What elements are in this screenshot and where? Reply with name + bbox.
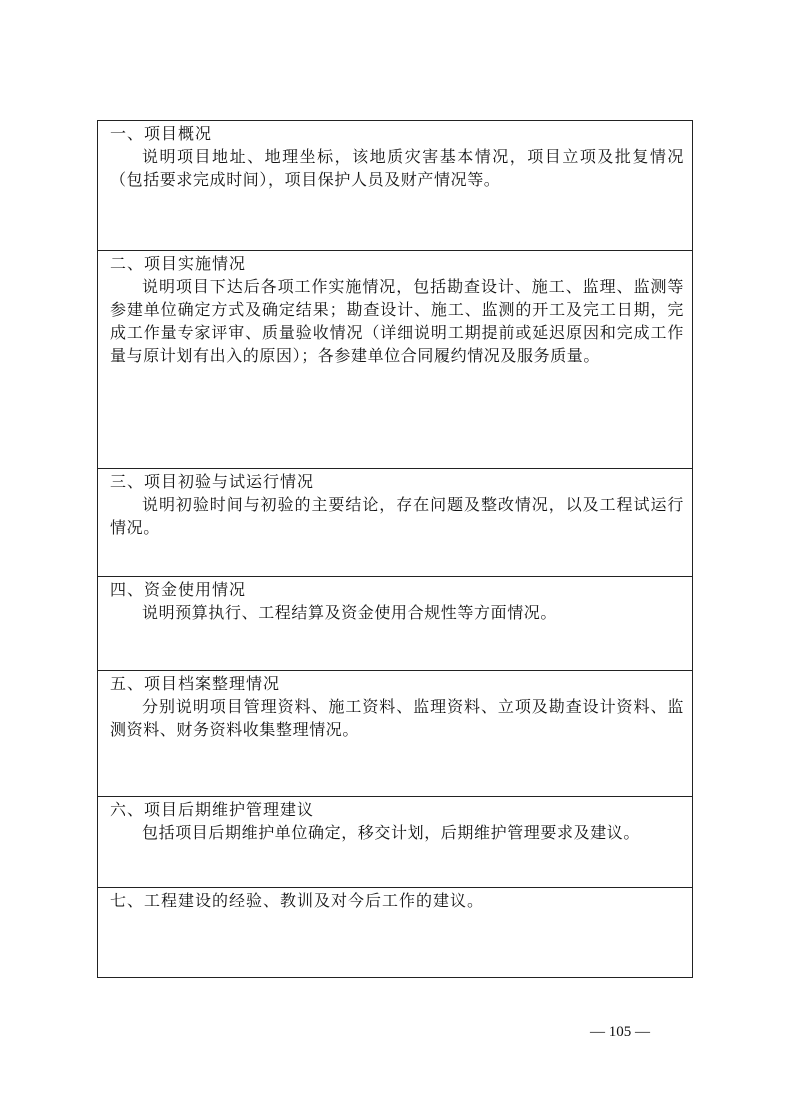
section-implementation <box>98 251 692 469</box>
section-heading: 四、资金使用情况 <box>110 580 247 599</box>
section-heading: 二、项目实施情况 <box>110 254 247 273</box>
section-heading: 五、项目档案整理情况 <box>110 674 281 693</box>
section-body: 包括项目后期维护单位确定，移交计划，后期维护管理要求及建议。 <box>142 823 641 842</box>
report-table <box>97 120 693 978</box>
section-body: 分别说明项目管理资料、施工资料、监理资料、立项及勘查设计资料、监测资料、财务资料收集整理情况。 <box>110 697 684 739</box>
section-body: 说明预算执行、工程结算及资金使用合规性等方面情况。 <box>142 603 558 622</box>
section-body: 说明项目地址、地理坐标，该地质灾害基本情况，项目立项及批复情况（包括要求完成时间），项目保护人员及财产情况等。 <box>110 147 684 189</box>
section-maintenance <box>98 797 692 888</box>
section-initial-acceptance <box>98 469 692 577</box>
section-body: 说明项目下达后各项工作实施情况，包括勘查设计、施工、监理、监测等参建单位确定方式及确定结果；勘查设计、施工、监测的开工及完工日期，完成工作量专家评审、质量验收情况（详细说明工期提前或延迟原因和完成工作量与原计划有出入的原因）；各参建单位合同履约情况及服务质量。 <box>110 277 684 365</box>
section-heading: 七、工程建设的经验、教训及对今后工作的建议。 <box>110 891 485 910</box>
section-archives <box>98 671 692 797</box>
section-heading: 六、项目后期维护管理建议 <box>110 800 315 819</box>
page-number: — 105 — <box>590 1024 650 1040</box>
section-fund-usage <box>98 577 692 671</box>
section-body: 说明初验时间与初验的主要结论，存在问题及整改情况，以及工程试运行情况。 <box>110 495 684 537</box>
section-heading: 三、项目初验与试运行情况 <box>110 472 315 491</box>
section-heading: 一、项目概况 <box>110 124 213 143</box>
section-lessons-learned <box>98 888 692 978</box>
section-project-overview <box>98 121 692 251</box>
